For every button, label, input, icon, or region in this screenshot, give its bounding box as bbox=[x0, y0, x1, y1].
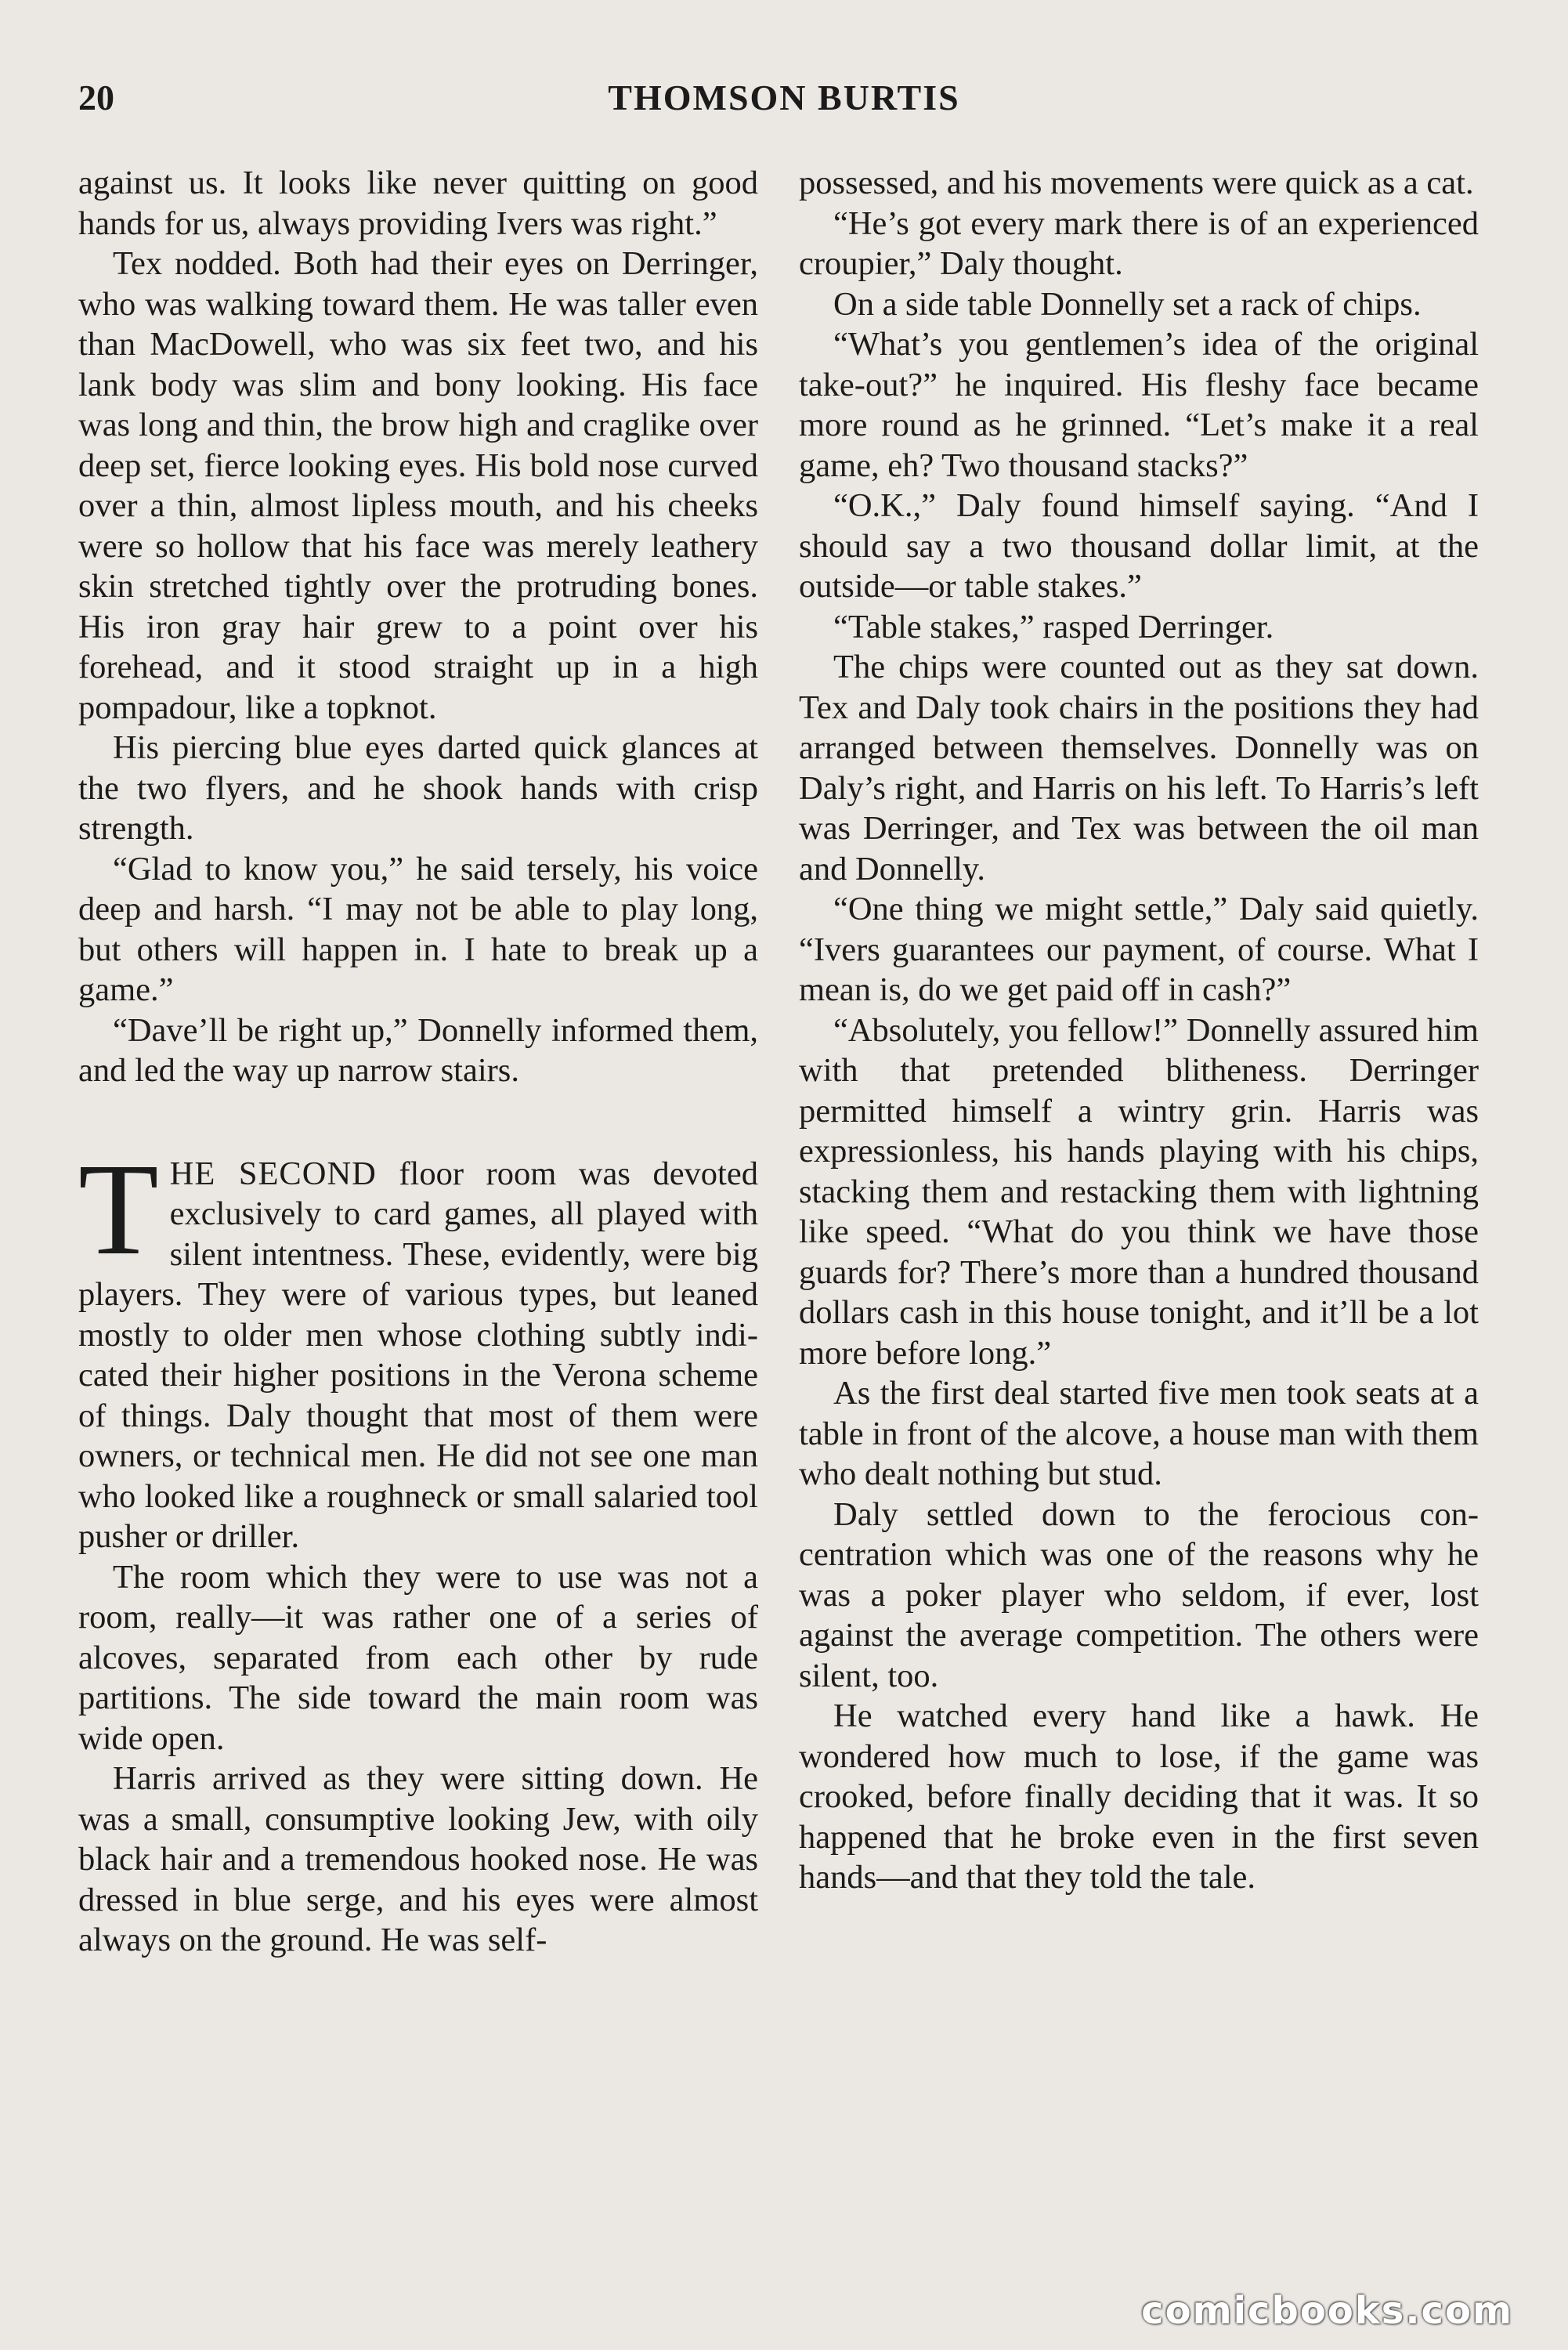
paragraph: Tex nodded. Both had their eyes on Derringer, who was walking toward them. He was taller even than MacDowell, who was six feet two, and his lank body was slim and bony looking. His face was long and thin, the brow high and craglike over deep set, fierce looking eyes. His bold nose curved over a thin, almost lipless mouth, and his cheeks were so hollow that his face was merely leathery skin stretched tightly over the protruding bones. His iron gray hair grew to a point over his forehead, and it stood straight up in a high pompadour, like a topknot. bbox=[78, 245, 758, 726]
paragraph: “One thing we might settle,” Daly said quietly. “Ivers guarantees our payment, of course. What I mean is, do we get paid off in cash?” bbox=[799, 891, 1479, 1008]
paragraph: possessed, and his movements were quick as a cat. bbox=[799, 164, 1474, 201]
left-column bbox=[78, 163, 758, 1961]
paragraph: “Table stakes,” rasped Derringer. bbox=[833, 608, 1274, 645]
paragraph: “Absolutely, you fellow!” Donnelly assured him with that pretended blitheness. Derringer permitted himself a wintry grin. Harris was expressionless, his hands playing with his chips, stacking them and restacking them with lightning like speed. “What do you think we have those guards for? There’s more than a hundred thousand dollars cash in this house tonight, and it’ll be a lot more before long.” bbox=[799, 1011, 1479, 1372]
paragraph: “O.K.,” Daly found himself saying. “And I should say a two thousand dollar limit, at the outside—or table stakes.” bbox=[799, 487, 1479, 605]
paragraph: against us. It looks like never quitting on good hands for us, always providing Ivers was right.” bbox=[78, 164, 758, 242]
paragraph: The chips were counted out as they sat down. Tex and Daly took chairs in the positions they had arranged between themselves. Donnelly was on Daly’s right, and Harris on his left. To Harris’s left was Derringer, and Tex was between the oil man and Donnelly. bbox=[799, 649, 1479, 888]
paragraph: Harris arrived as they were sitting down. He was a small, consumptive looking Jew, with oily black hair and a tremendous hooked nose. He was dressed in blue serge, and his eyes were almost always on the ground. He was self- bbox=[78, 1760, 758, 1958]
paragraph: Daly settled down to the ferocious concentration which was one of the reasons why he was a poker player who seldom, if ever, lost against the average competition. The others were silent, too. bbox=[799, 1495, 1479, 1694]
running-head: THOMSON BURTIS bbox=[608, 78, 960, 118]
paragraph: He watched every hand like a hawk. He wondered how much to lose, if the game was crooked, before finally deciding that it was. It so happened that he broke even in the first seven hands—and that they told the tale. bbox=[799, 1697, 1479, 1896]
opening-smallcaps: HE SECOND bbox=[169, 1155, 377, 1192]
paragraph: “What’s you gentlemen’s idea of the original take-out?” he inquired. His fleshy face became more round as he grinned. “Let’s make it a real game, eh? Two thousand stacks?” bbox=[799, 326, 1479, 484]
section-opening-paragraph bbox=[78, 1136, 758, 1557]
watermark: comicbooks.com bbox=[1141, 2289, 1513, 2333]
paragraph: His piercing blue eyes darted quick glances at the two flyers, and he shook hands with crisp strength. bbox=[78, 729, 758, 847]
paragraph: “He’s got every mark there is of an experienced croupier,” Daly thought. bbox=[799, 204, 1479, 282]
paragraph: The room which they were to use was not a room, really—it was rather one of a series of alcoves, separated from each other by rude partitions. The side toward the main room was wide open. bbox=[78, 1558, 758, 1757]
section-break bbox=[78, 1091, 758, 1154]
paragraph-text: floor room was devoted exclusively to card games, all played with silent intentness. These, evidently, were big players. They were of various types, but leaned mostly to older men whose clothing subtly indicated their higher positions in the Verona scheme of things. Daly thought that most of them were owners, or technical men. He did not see one man who looked like a roughneck or small salaried tool pusher or driller. bbox=[78, 1155, 758, 1555]
drop-cap: T bbox=[78, 1136, 159, 1282]
right-column bbox=[799, 163, 1479, 1898]
paragraph: As the first deal started five men took seats at a table in front of the alcove, a house man with them who dealt nothing but stud. bbox=[799, 1375, 1479, 1492]
paragraph: “Glad to know you,” he said tersely, his voice deep and harsh. “I may not be able to play long, but others will happen in. I hate to break up a game.” bbox=[78, 850, 758, 1008]
page-number: 20 bbox=[78, 78, 114, 118]
paragraph: “Dave’ll be right up,” Donnelly informed them, and led the way up narrow stairs. bbox=[78, 1011, 758, 1089]
paragraph: On a side table Donnelly set a rack of chips. bbox=[833, 285, 1422, 323]
